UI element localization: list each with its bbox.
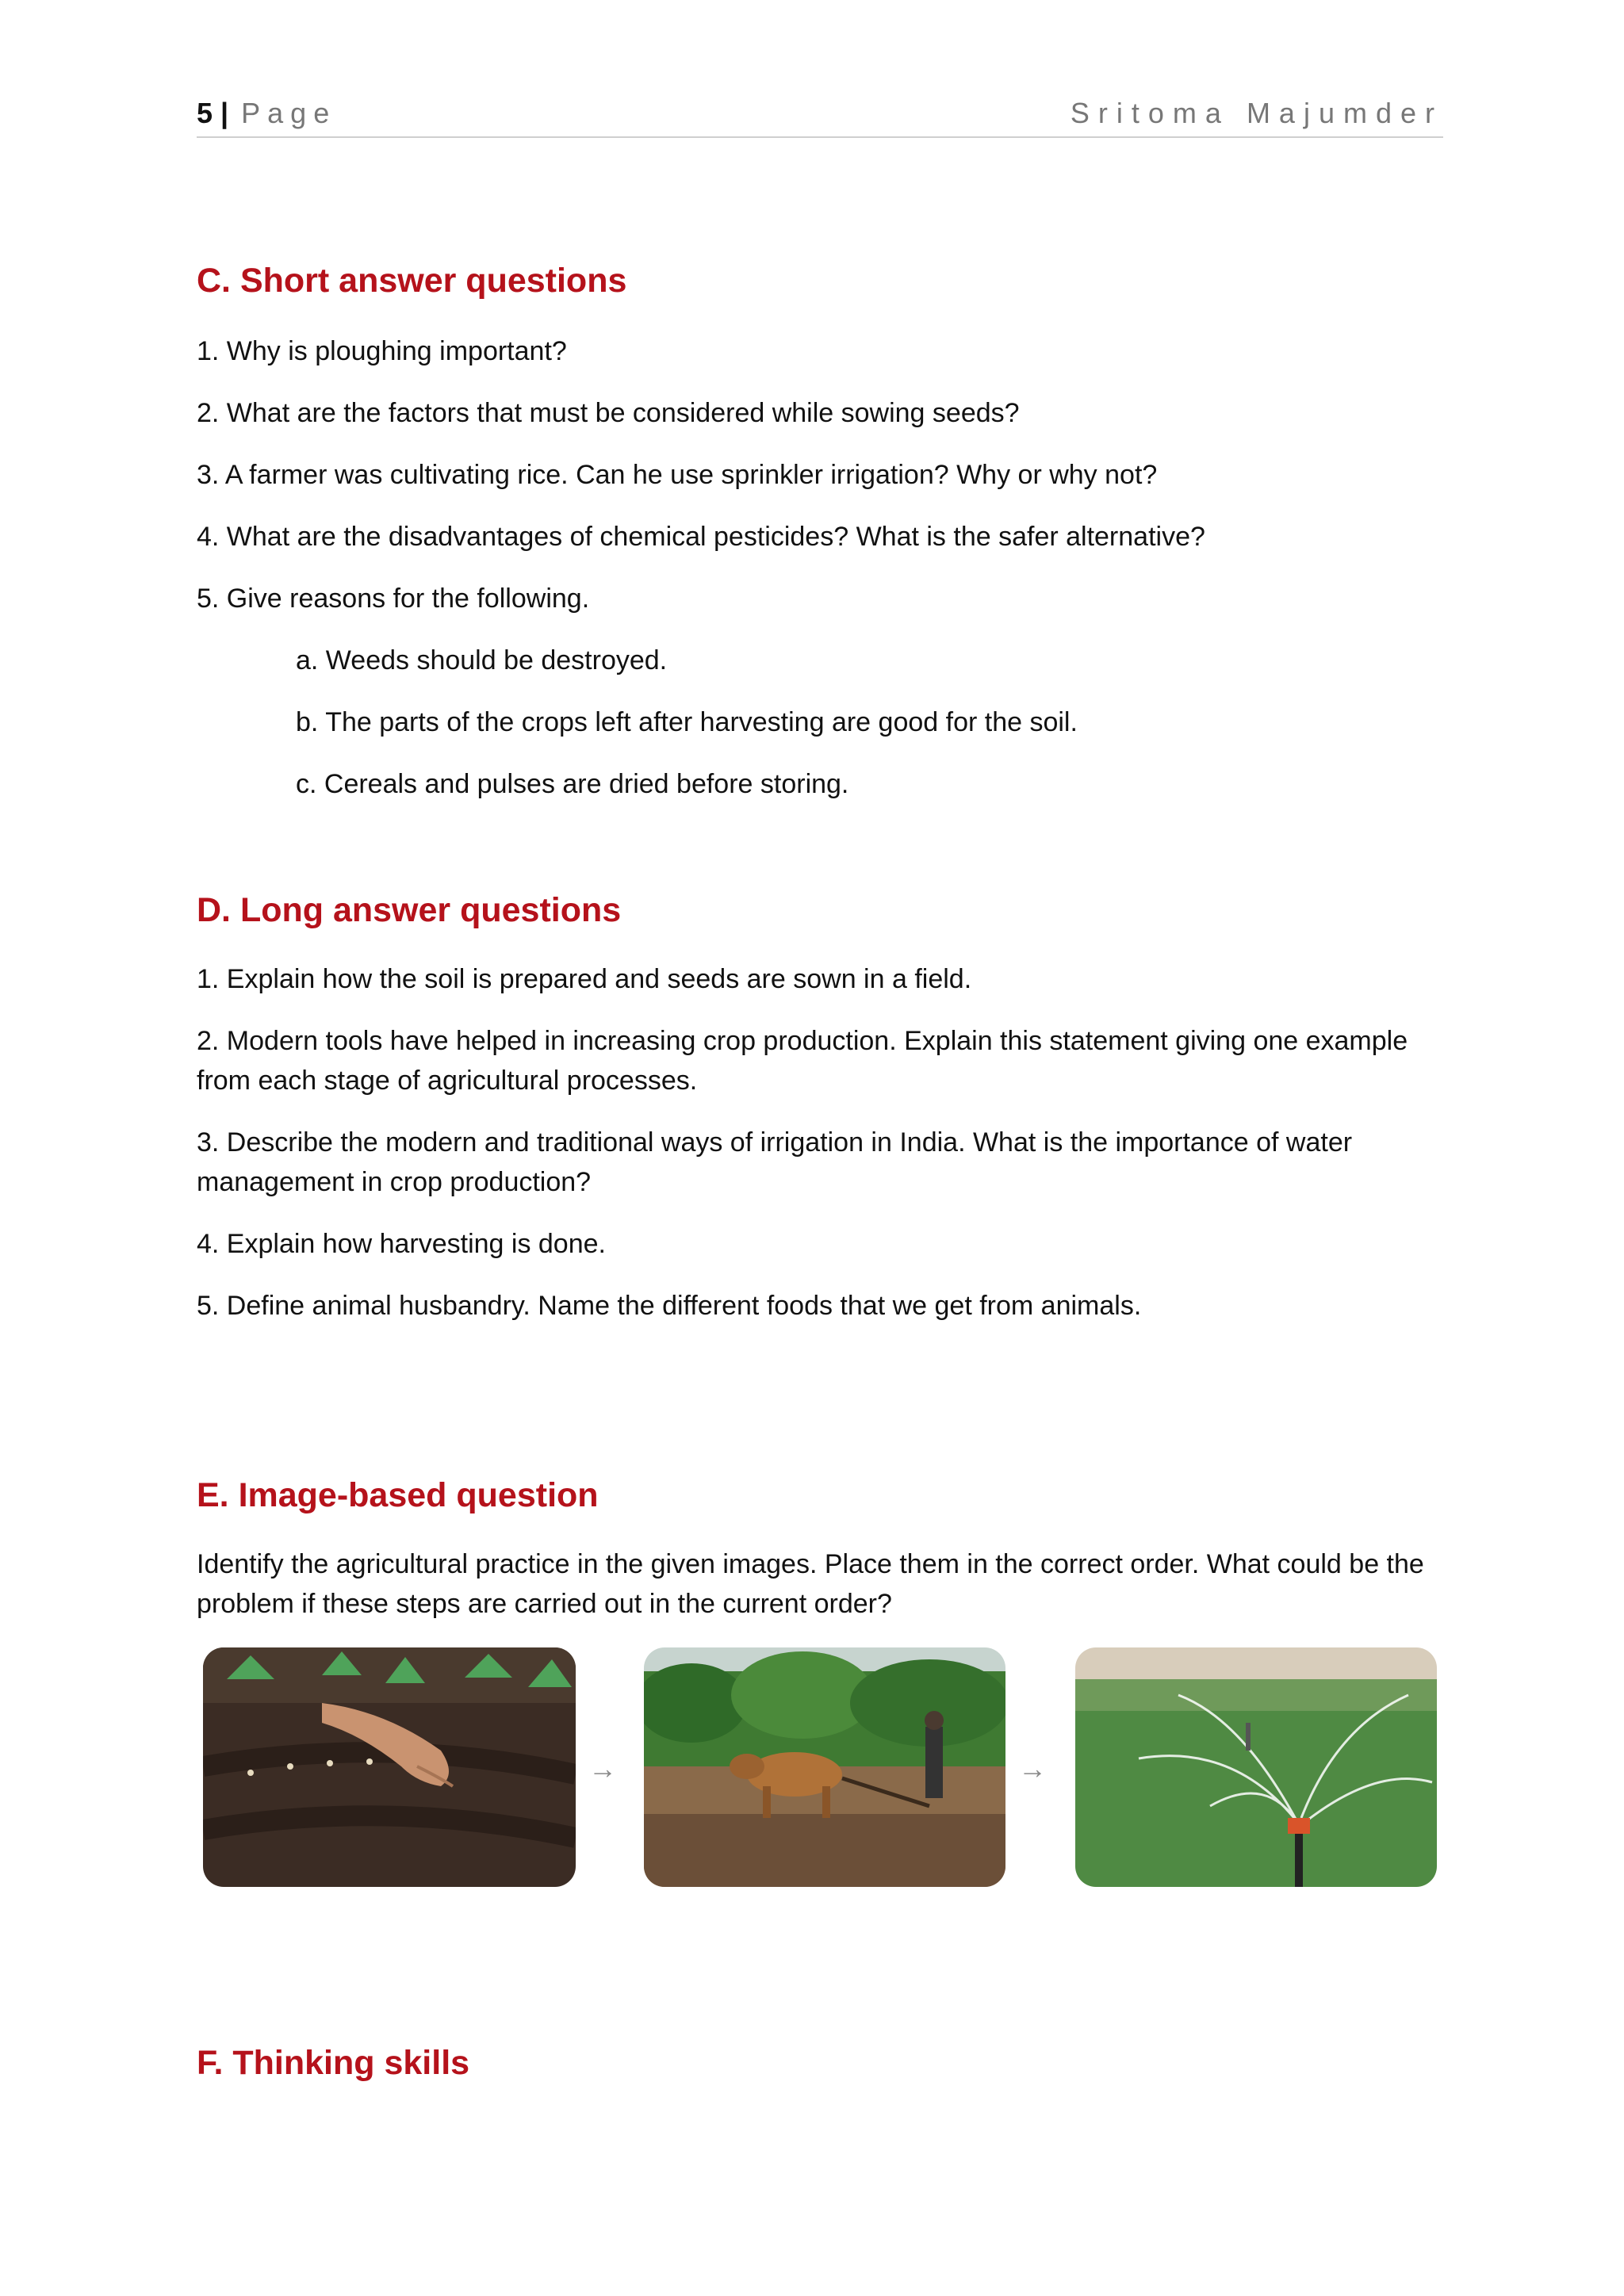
list-item: 3. Describe the modern and traditional ways of irrigation in India. What is the importance of water management in crop production? xyxy=(197,1127,1353,1197)
ploughing-with-ox-image xyxy=(644,1647,1005,1887)
sprinkler-illustration xyxy=(1075,1647,1437,1887)
list-item: 5. Give reasons for the following. xyxy=(197,584,590,614)
sub-list-item: c. Cereals and pulses are dried before storing. xyxy=(296,769,849,799)
list-item: 5. Define animal husbandry. Name the different foods that we get from animals. xyxy=(197,1291,1142,1321)
page-number-label xyxy=(197,97,336,130)
page-number: 5 xyxy=(197,97,213,129)
author-name: Sritoma Majumder xyxy=(1070,97,1443,129)
arrow-icon: → xyxy=(588,1752,617,1785)
list-item: 1. Why is ploughing important? xyxy=(197,336,567,366)
ploughing-illustration xyxy=(644,1647,1005,1887)
list-item: 2. What are the factors that must be considered while sowing seeds? xyxy=(197,398,1020,428)
arrow-icon: → xyxy=(1018,1752,1047,1785)
page-separator: | xyxy=(220,97,229,129)
list-item: 3. A farmer was cultivating rice. Can he use sprinkler irrigation? Why or why not? xyxy=(197,460,1158,490)
image-question-prompt: Identify the agricultural practice in the given images. Place them in the correct order. What could be the problem if these steps are carried out in the current order? xyxy=(197,1549,1424,1619)
list-item: 4. Explain how harvesting is done. xyxy=(197,1229,606,1259)
list-item: 2. Modern tools have helped in increasing crop production. Explain this statement giving one example from each stage of agricultural processes. xyxy=(197,1026,1408,1096)
section-d-title: D. Long answer questions xyxy=(197,891,622,929)
section-f-title: F. Thinking skills xyxy=(197,2044,470,2082)
section-c-title: C. Short answer questions xyxy=(197,262,627,300)
sub-list-item: b. The parts of the crops left after harvesting are good for the soil. xyxy=(296,707,1078,737)
page-word: Page xyxy=(241,97,337,129)
list-item: 4. What are the disadvantages of chemical pesticides? What is the safer alternative? xyxy=(197,522,1205,552)
section-e-title: E. Image-based question xyxy=(197,1476,599,1514)
sowing-seeds-illustration xyxy=(203,1647,576,1887)
list-item: 1. Explain how the soil is prepared and seeds are sown in a field. xyxy=(197,964,972,994)
sprinkler-irrigation-image xyxy=(1075,1647,1437,1887)
sub-list-item: a. Weeds should be destroyed. xyxy=(296,645,668,675)
page-header xyxy=(197,97,1443,138)
sowing-seeds-image xyxy=(203,1647,576,1887)
